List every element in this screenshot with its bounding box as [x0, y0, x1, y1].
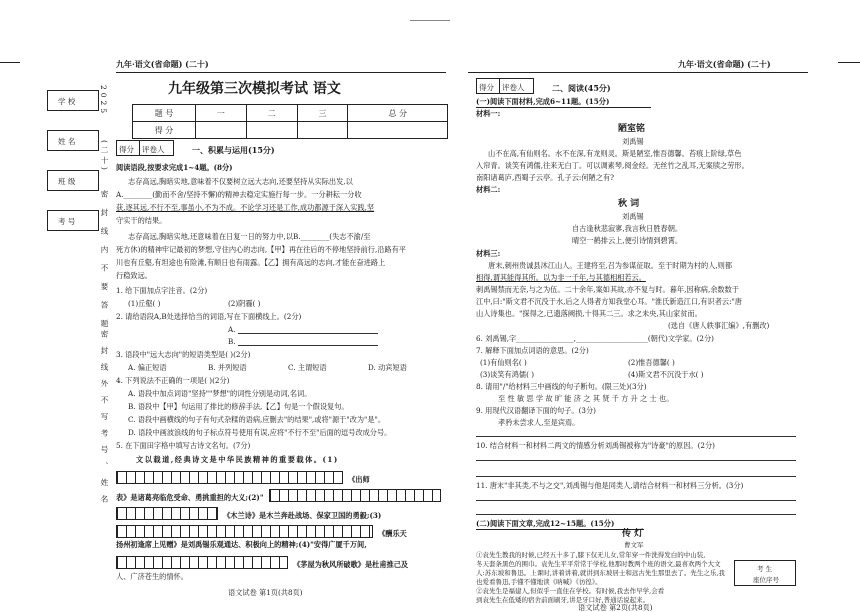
- exam-number-label: 考 号: [58, 217, 76, 226]
- q5-grid-1[interactable]: [116, 471, 343, 484]
- right-footer: 语文试卷 第2页(共8页): [578, 603, 653, 612]
- material3-label: 材料三:: [476, 249, 501, 258]
- scorer-divider: [139, 141, 140, 155]
- q5-grid-5[interactable]: [116, 556, 288, 569]
- q5-grid-2[interactable]: [269, 489, 441, 502]
- para2-line2: 死方休)的精神牢记最初的梦想,守住内心的志向,【甲】再在往后的不停地坚持前行,沿路有平: [116, 245, 406, 254]
- score-row-label: 得 分: [133, 122, 196, 139]
- q5-line5: 扬州初逢席上见赠》是刘禹锡乐观通达、积极向上的精神;(4)"安得广厦千万间,: [116, 540, 367, 549]
- story-line5: ②袁先生是福建人,但似乎一直住在学校。有时候,我去作早学,会看: [476, 587, 665, 595]
- series-mark: (二十): [100, 140, 109, 173]
- page-title: 九年级第三次模拟考试 语文: [168, 81, 341, 97]
- q4-option-c[interactable]: C. 语段中画横线的句子有句式杂糅的语病,应删去"的结果",或将"源于"改为"是"。: [128, 415, 386, 424]
- score-cell-total[interactable]: [348, 122, 448, 139]
- q8: 8. 请用"/"给材料三中画线的句子断句。(限三处)(3分): [476, 382, 647, 391]
- q5-chushibiao: 《出师: [348, 475, 370, 484]
- name-field[interactable]: [47, 130, 99, 151]
- scorer-label-right: 得分: [479, 83, 494, 92]
- material2-title: 秋 词: [618, 199, 640, 209]
- score-header-1: 一: [196, 105, 247, 122]
- left-header-rule: [116, 72, 446, 73]
- para1-line1: 志存高远,胸暗实地,意味着不仅要树立远大志向,还要坚持从实际出发,以: [128, 177, 353, 186]
- q10: 10. 结合材料一和材料二两文的情感分析刘禹锡被称为"诗豪"的原因。(2分): [476, 441, 715, 450]
- material1-text3: 南阳诸葛庐,西蜀子云亭。孔子云:何陋之有?: [476, 173, 614, 182]
- school-label: 学 校: [58, 97, 76, 106]
- material2-line1: 自古逢秋悲寂寥,我言秋日胜春朝。: [572, 224, 683, 233]
- score-cell-3[interactable]: [297, 122, 348, 139]
- seat-label2: 座位序号: [753, 576, 779, 584]
- part1-underline: [476, 107, 651, 108]
- q5-line3-text: 《木兰诗》是木兰奔赴战场、保家卫国的勇毅;(3): [223, 511, 382, 520]
- score-cell-2[interactable]: [246, 122, 297, 139]
- left-header: 九年·语文(省命题) (二十): [116, 59, 209, 69]
- q4-option-a[interactable]: A. 语段中加点词语"坚持""梦想"的词性分别是动词,名词。: [128, 389, 312, 398]
- material1-author: 刘禹锡: [622, 137, 644, 146]
- seal-line-text-top: 密封线内不要答题: [100, 190, 109, 338]
- q1: 1. 给下面加点字注音。(2分): [116, 286, 208, 295]
- para2-line4: 行稳致远。: [116, 271, 152, 280]
- q1-item1[interactable]: (1)丘壑( ): [128, 299, 161, 308]
- q5-grid-4[interactable]: [116, 525, 373, 538]
- material3-text5: 山人诗集也。"探得之,已遗落阙损,十得其二三。求之未央,其山家贫而。: [476, 309, 702, 318]
- reviewer-label: 评卷人: [142, 145, 165, 154]
- q2-a-line[interactable]: [238, 333, 378, 334]
- q5-line6-text: 《茅屋为秋风所破歌》是杜甫推己及: [293, 560, 409, 569]
- q11-answer-line1[interactable]: [476, 500, 796, 501]
- q7: 7. 解释下面加点词语的意思。(2分): [476, 346, 589, 355]
- q5-row6: [116, 554, 408, 570]
- score-header-2: 二: [246, 105, 297, 122]
- part2-title: (二)阅读下面文章,完成12~15题。(15分): [476, 519, 615, 528]
- q5: 5. 在下面田字格中填写古诗文名句。(7分): [116, 441, 251, 450]
- material3-text3: 刺禹锡禁而无奈,与之为伍。二十余年,案如其故,亦不复与时。暮年,因称病,余数数于: [476, 285, 739, 294]
- score-header-total: 总 分: [348, 105, 448, 122]
- top-center-mark: [410, 20, 450, 21]
- q5-line2-text: 表》是诸葛亮临危受命、勇挑重担的大义;(2)": [116, 493, 264, 502]
- para2-line3: 川也有丘壑,有坦途也有险滩,有顺日也有雨露。【乙】拥有高远的志向,才能在奋进路上: [116, 258, 386, 267]
- q3-option-b[interactable]: B. 并列短语: [208, 363, 247, 372]
- intro: 阅读语段,按要求完成1~4题。(8分): [116, 163, 233, 172]
- q7-item3[interactable]: (3)谈笑有鸿儒( ): [480, 370, 535, 379]
- reviewer-label-right: 评卷人: [502, 83, 525, 92]
- q5-row3: [116, 505, 381, 521]
- class-field[interactable]: [47, 170, 99, 191]
- q11-answer-line2[interactable]: [476, 514, 796, 515]
- school-field[interactable]: [47, 90, 99, 111]
- q5-row2: [116, 487, 441, 503]
- score-header-label: 题 号: [133, 105, 196, 122]
- q8-sentence[interactable]: 至 性 敏 思 学 故 旷 能 济 之 其 贤 千 方 升 之 士 也。: [498, 394, 674, 403]
- scorer-label: 得分: [119, 145, 134, 154]
- scorer-box-right[interactable]: [476, 78, 534, 94]
- name-label: 姓 名: [58, 137, 76, 146]
- q5-row4: [116, 523, 407, 539]
- scorer-box-left[interactable]: [116, 140, 174, 156]
- right-header: 九年·语文(省命题) (二十): [678, 59, 771, 69]
- q7-item1[interactable]: (1)有仙则名( ): [480, 358, 527, 367]
- para1-line3: 获,逐其远,不行不至,事虽小,不为不成。不论学习还是工作,成功都源于深入实践,坚: [116, 203, 375, 212]
- part1-title: (一)阅读下面材料,完成6~11题。(15分): [476, 97, 610, 106]
- q3-option-a[interactable]: A. 偏正短语: [128, 363, 167, 372]
- q5-line1: 文以载道,经典诗文是中华民族精神的重要载体。(1): [136, 455, 339, 464]
- material1-title: 陋室铭: [618, 124, 646, 134]
- material2-label: 材料二:: [476, 185, 501, 194]
- section2-title: 二、阅读(45分): [552, 83, 611, 93]
- seal-line-text-bottom: 密封线外不写考号、姓名: [100, 330, 109, 512]
- q10-answer-line1[interactable]: [476, 460, 796, 461]
- material3-text4: 江中,曰:"斯文君不沉没于水,后之人得者方知我堂心耳。"淮氏新造江口,有识者云:"唐: [476, 297, 742, 306]
- para2-line1: 志存高远,胸暗实地,还意味着在日复一日的努力中,以B.________(失志不渝/至: [128, 232, 371, 241]
- material1-text2: 入帘青。谈笑有鸿儒,往来无白丁。可以调素琴,阅金经。无丝竹之乱耳,无案牍之劳形。: [476, 161, 749, 170]
- para1-line4: 守实干的结果。: [116, 216, 167, 225]
- story-line3: 人:苏东坡和鲁迅。上课时,讲着讲着,就讲到东坡居士和远古先生那里去了。先生之乐,我: [476, 569, 725, 577]
- score-table: [132, 104, 448, 139]
- q9-sentence: 孝矜未尝求人,至是宾焉。: [498, 418, 580, 427]
- class-label: 班 级: [58, 177, 76, 186]
- seat-number-box[interactable]: [734, 560, 796, 586]
- q10-answer-line2[interactable]: [476, 476, 796, 477]
- q9: 9. 用现代汉语翻译下面的句子。(3分): [476, 406, 596, 415]
- story-line4: 也爱看鲁迅,手懂不懂地读《呐喊》《彷徨》。: [476, 578, 602, 586]
- exam-number-field[interactable]: [47, 210, 99, 231]
- material2-line2: 晴空一鹤排云上,便引诗情到碧霄。: [572, 236, 683, 245]
- score-cell-1[interactable]: [196, 122, 247, 139]
- q2-b: B.: [228, 337, 236, 346]
- q2: 2. 请给语段A,B处选择恰当的词语,写在下面横线上。(2分): [116, 312, 302, 321]
- q3: 3. 语段中"远大志向"的短语类型是( )(2分): [116, 350, 251, 359]
- q5-line7: 人、广济苍生的情怀。: [116, 572, 188, 581]
- material1-text1: 山不在高,有仙则名。水不在深,有龙则灵。斯是陋室,惟吾德馨。苔痕上阶绿,草色: [488, 149, 742, 158]
- q11: 11. 唐末"非其类,不与之交",刘禹锡与他是同类人,请结合材料一和材料三分析。(3分): [476, 481, 744, 490]
- left-page: [108, 48, 452, 597]
- right-page: [468, 48, 812, 612]
- story-line2: 冬天套条黑色的围巾。袁先生平平常常于学校,他那时教两个班的语文,最喜欢两个大文: [476, 560, 721, 568]
- left-footer: 语文试卷 第1页(共8页): [228, 588, 303, 597]
- q4-option-b[interactable]: B. 语段中【甲】句运用了排比的修辞手法,【乙】句是一个假设复句。: [128, 402, 349, 411]
- material1-label: 材料一:: [476, 109, 501, 118]
- q5-jiuletian: 《酬乐天: [378, 529, 407, 538]
- story-line1: ①袁先生教我的时候,已经五十多了,膝下仅无儿女,常年穿一件洗得发白的中山装,: [476, 551, 706, 559]
- seat-label: 考 生: [757, 565, 773, 573]
- material3-text2: 相得,谓其能得其所。以为非一千年,与其德相相若云。: [476, 273, 646, 282]
- q4: 4. 下列说法不正确的一项是( )(2分): [116, 376, 230, 385]
- material2-author: 刘禹锡: [622, 212, 644, 221]
- q3-option-d[interactable]: D. 动宾短语: [368, 363, 407, 372]
- q2-b-line[interactable]: [238, 345, 378, 346]
- q5-grid-3[interactable]: [116, 507, 218, 520]
- q3-option-c[interactable]: C. 主谓短语: [288, 363, 327, 372]
- top-divider-right: [838, 62, 860, 63]
- q1-item2[interactable]: (2)阴霾( ): [228, 299, 261, 308]
- para1-line2: A.________(勤而不舍/坚持不懈)的精神去稳定实施行每一步。一分耕耘一分收: [116, 190, 362, 199]
- score-header-3: 三: [297, 105, 348, 122]
- q7-item4[interactable]: (4)斯文君不沉没于水( ): [628, 370, 704, 379]
- q4-option-d[interactable]: D. 语段中画波浪线的句子标点符号使用有误,应将"不行不至"后面的逗号改成分号。: [128, 428, 392, 437]
- material3-source: (选自《唐人轶事汇编》,有删改): [668, 321, 770, 330]
- story-title: 传 灯: [622, 529, 644, 539]
- material3-text1: 唐末,刺州贵诚县沐江山人。王建将至,召为参谋征取。至于时期为村的人,则都: [488, 261, 733, 270]
- scorer-divider-right: [499, 79, 500, 93]
- year-mark: 2025: [99, 85, 108, 117]
- section1-title: 一、积累与运用(15分): [192, 145, 275, 155]
- top-divider-left: [0, 62, 20, 63]
- right-header-rule: [468, 72, 808, 73]
- q7-item2[interactable]: (2)惟吾德馨( ): [628, 358, 675, 367]
- q5-row1: [116, 469, 370, 485]
- story-author: 曹文军: [624, 541, 644, 549]
- q6[interactable]: 6. 刘禹锡,字________________,____________________(朝代)文学家。(2分): [476, 334, 714, 343]
- part2-underline: [476, 529, 644, 530]
- q2-a: A.: [228, 325, 236, 334]
- q9-answer-line[interactable]: [476, 436, 796, 437]
- story-line6: 到袁先生在低矮的宿舍前面刷牙,讲是牙口好,普通话说起来。: [476, 596, 650, 604]
